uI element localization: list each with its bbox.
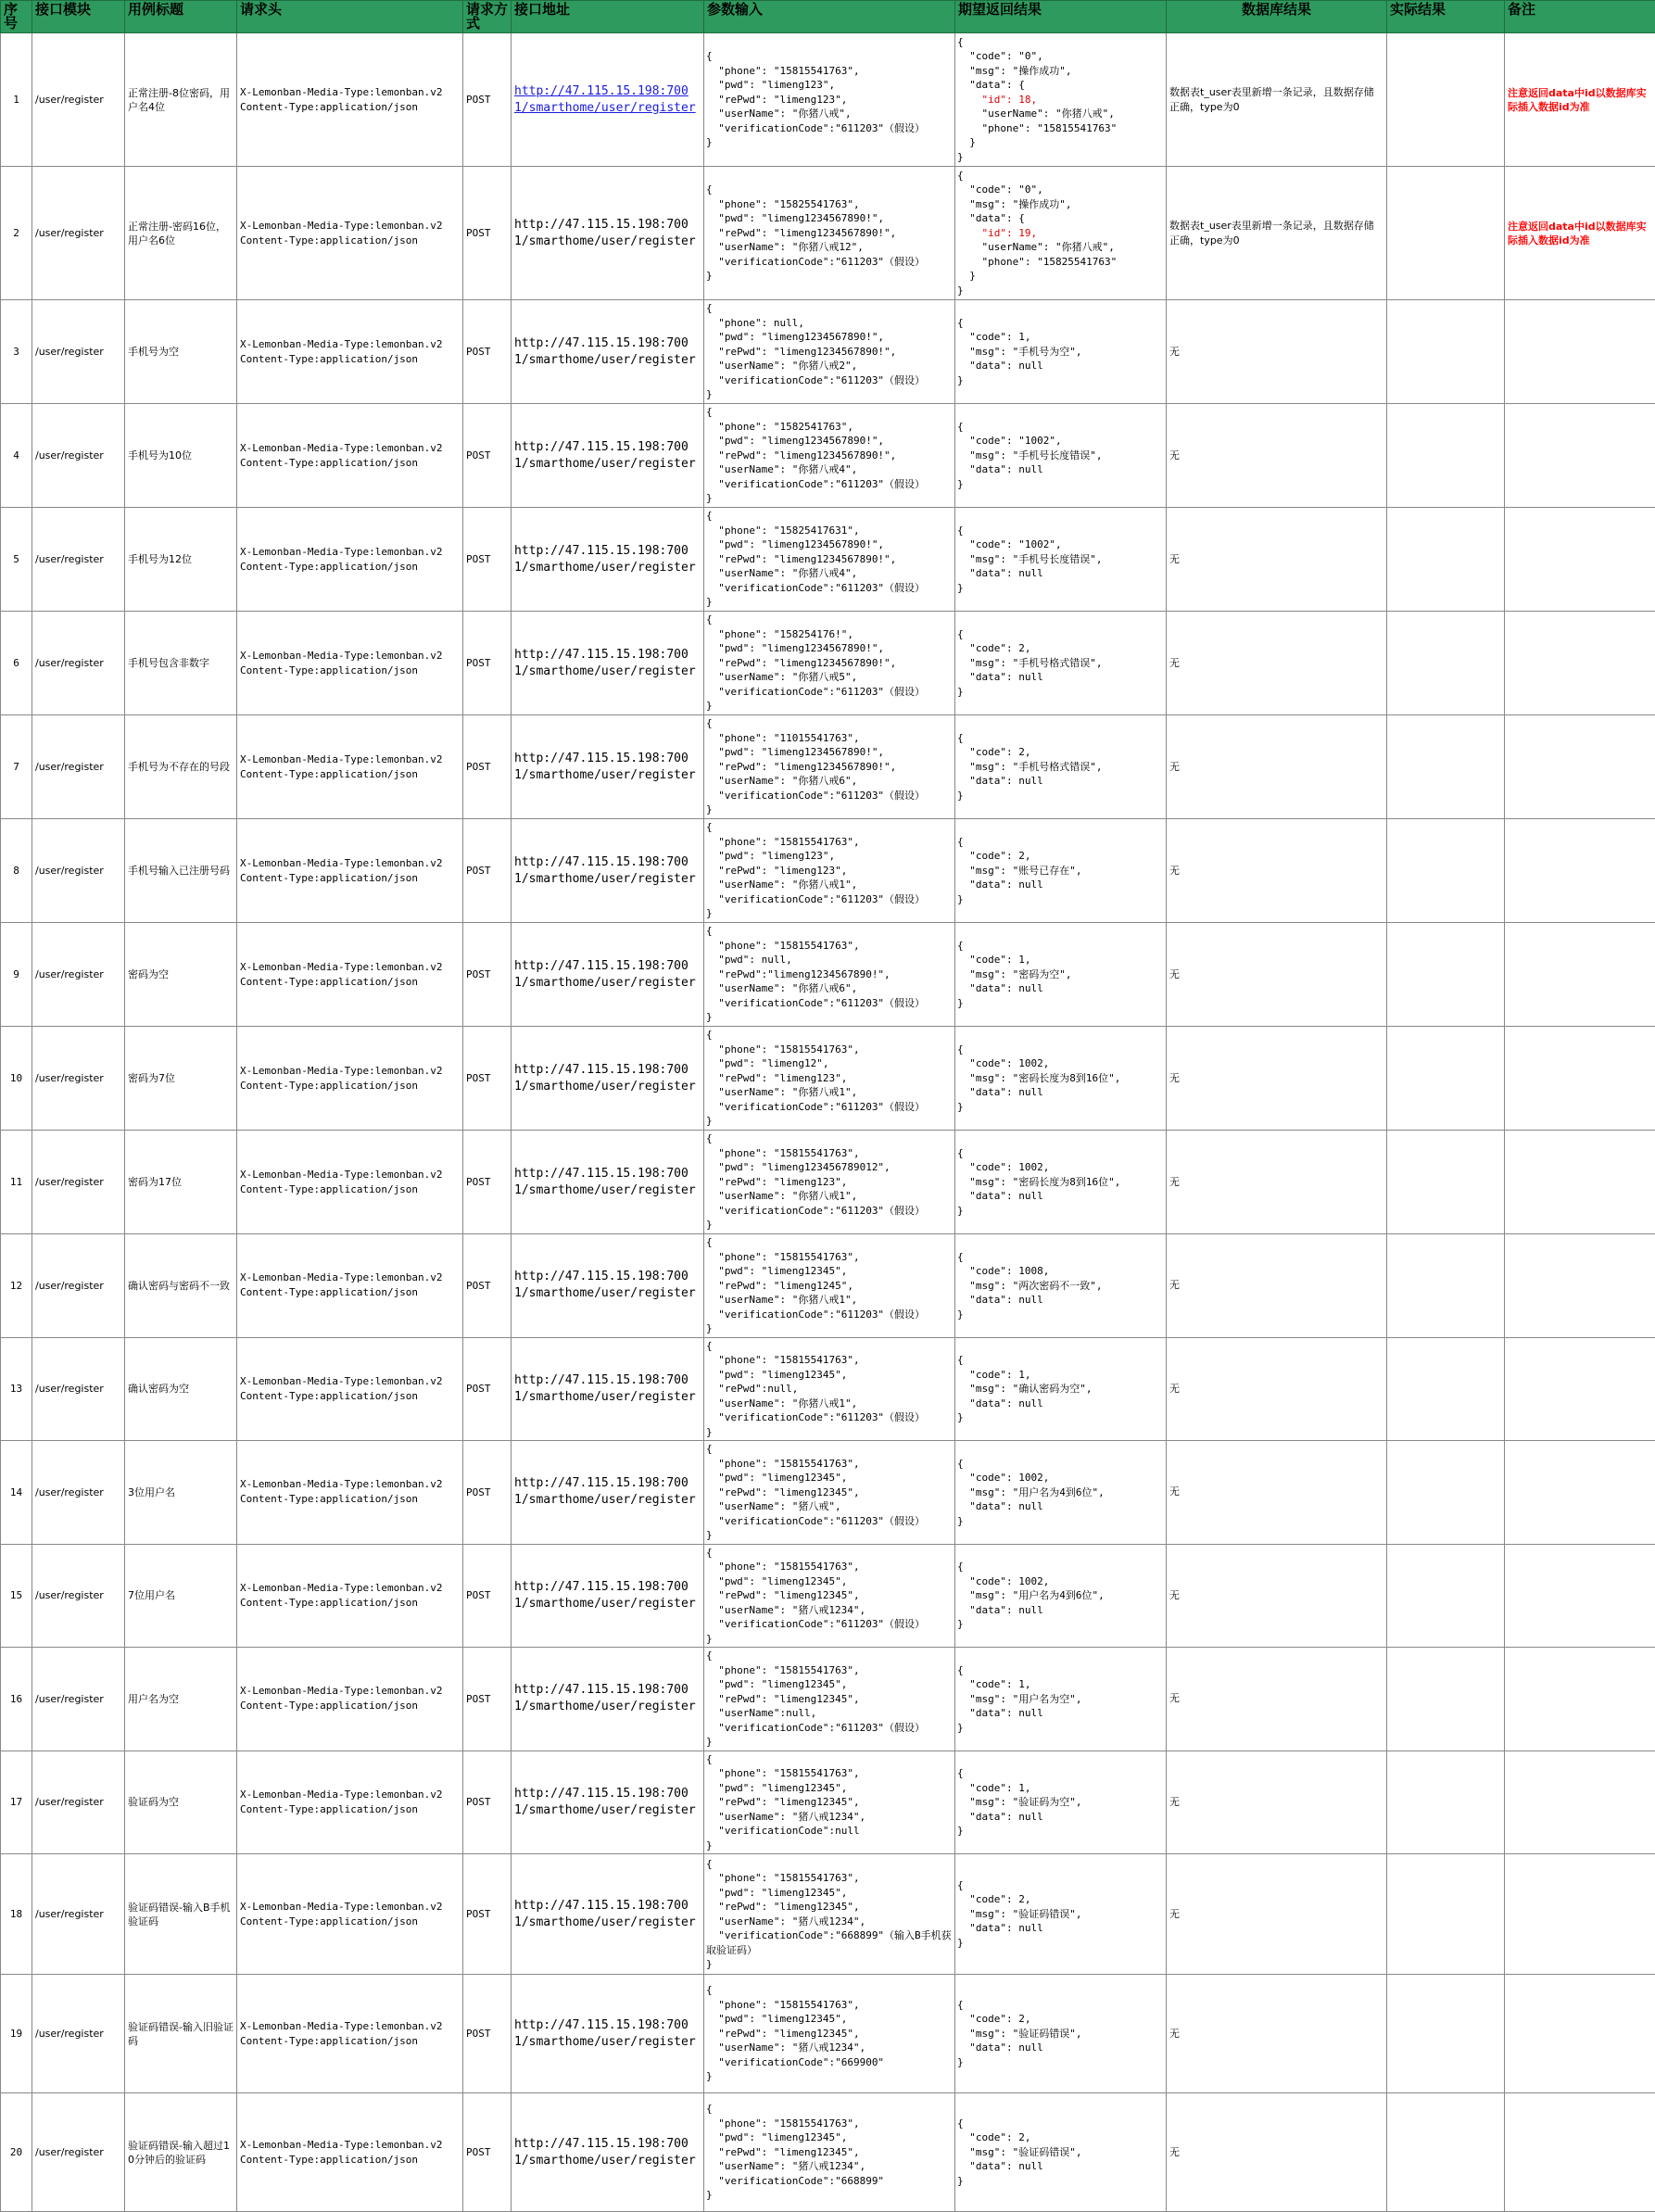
case-title: 确认密码与密码不一致 [125,1234,237,1338]
db-result: 数据表t_user表里新增一条记录，且数据存储正确，type为0 [1167,167,1387,300]
request-url [512,33,704,167]
case-number: 16 [1,1648,32,1751]
expected-result-tail: "userName": "你猪八戒", "phone": "15825541763" } } [957,241,1117,297]
request-url: http://47.115.15.198:7001/smarthome/user/register [512,1751,704,1854]
case-module: /user/register [32,1234,125,1338]
db-result: 无 [1167,2093,1387,2212]
db-result: 无 [1167,923,1387,1027]
expected-result-id: "id": 19, [957,227,1037,239]
header-module: 接口模块 [32,1,125,33]
request-method: POST [463,1027,512,1131]
actual-result[interactable] [1387,404,1505,508]
request-url: http://47.115.15.198:7001/smarthome/user/register [512,1854,704,1975]
db-result: 无 [1167,715,1387,819]
actual-result[interactable] [1387,1544,1505,1648]
header-input: 参数输入 [704,1,955,33]
note [1505,612,1655,715]
actual-result[interactable] [1387,300,1505,404]
note [1505,300,1655,404]
expected-result-head: { "code": "0", "msg": "操作成功", "data": { [957,36,1071,92]
db-result: 无 [1167,1441,1387,1545]
note [1505,1441,1655,1545]
actual-result[interactable] [1387,1027,1505,1131]
case-title: 确认密码为空 [125,1337,237,1441]
table-row [1,1234,1655,1338]
case-title: 手机号输入已注册号码 [125,819,237,923]
request-url-link[interactable]: http://47.115.15.198:7001/smarthome/user/register [514,84,696,115]
case-title: 密码为17位 [125,1131,237,1234]
param-input: { "phone": "15815541763", "pwd": "limeng123", "rePwd": "limeng123", "userName": "你猪八戒1", "verificationCode":"611203"（假设） } [704,819,955,923]
table-row [1,1131,1655,1234]
expected-result-id: "id": 18, [957,94,1037,106]
db-result: 无 [1167,1975,1387,2093]
case-title: 正常注册-8位密码，用户名4位 [125,33,237,167]
param-input: { "phone": "15815541763", "pwd": "limeng123456789012", "rePwd": "limeng123", "userName": "你猪八戒1", "verificationCode":"611203"（假设） } [704,1131,955,1234]
case-title: 验证码为空 [125,1751,237,1854]
param-input: { "phone": "15815541763", "pwd": "limeng12345", "rePwd": "limeng12345", "userName": "猪八戒1234", "verificationCode":"668899"（输入B手机获取验证码） } [704,1854,955,1975]
case-number: 19 [1,1975,32,2093]
actual-result[interactable] [1387,612,1505,715]
param-input: { "phone": null, "pwd": "limeng1234567890!", "rePwd": "limeng1234567890!", "userName": "你猪八戒2", "verificationCode":"611203"（假设） } [704,300,955,404]
expected-result: { "code": 1, "msg": "用户名为空", "data": null } [955,1648,1167,1751]
actual-result[interactable] [1387,167,1505,300]
param-input: { "phone": "158254176!", "pwd": "limeng1234567890!", "rePwd": "limeng1234567890!", "userName": "你猪八戒5", "verificationCode":"611203"（假设） } [704,612,955,715]
request-header: X-Lemonban-Media-Type:lemonban.v2 Content-Type:application/json [237,1751,463,1854]
param-input: { "phone": "15815541763", "pwd": null, "rePwd":"limeng1234567890!", "userName": "你猪八戒6", "verificationCode":"611203"（假设） } [704,923,955,1027]
note [1505,1854,1655,1975]
case-title: 手机号为空 [125,300,237,404]
case-number: 11 [1,1131,32,1234]
request-url: http://47.115.15.198:7001/smarthome/user/register [512,167,704,300]
actual-result[interactable] [1387,2093,1505,2212]
expected-result: { "code": "1002", "msg": "手机号长度错误", "data": null } [955,404,1167,508]
request-url: http://47.115.15.198:7001/smarthome/user/register [512,612,704,715]
param-input: { "phone": "15815541763", "pwd": "limeng12345", "rePwd": "limeng12345", "userName": "猪八戒1234", "verificationCode":"668899" } [704,2093,955,2212]
db-result: 无 [1167,1027,1387,1131]
request-header: X-Lemonban-Media-Type:lemonban.v2 Content-Type:application/json [237,1027,463,1131]
param-input: { "phone": "15825541763", "pwd": "limeng1234567890!", "rePwd": "limeng1234567890!", "userName": "你猪八戒12", "verificationCode":"611203"（假设） } [704,167,955,300]
request-url: http://47.115.15.198:7001/smarthome/user/register [512,1441,704,1545]
db-result: 数据表t_user表里新增一条记录，且数据存储正确，type为0 [1167,33,1387,167]
case-number: 1 [1,33,32,167]
table-row [1,2093,1655,2212]
note [1505,1975,1655,2093]
request-header: X-Lemonban-Media-Type:lemonban.v2 Content-Type:application/json [237,819,463,923]
db-result: 无 [1167,819,1387,923]
case-number: 9 [1,923,32,1027]
header-row [1,1,1655,33]
table-row [1,404,1655,508]
request-url: http://47.115.15.198:7001/smarthome/user/register [512,300,704,404]
case-title: 手机号包含非数字 [125,612,237,715]
actual-result[interactable] [1387,715,1505,819]
case-number: 3 [1,300,32,404]
expected-result [955,33,1167,167]
param-input: { "phone": "158254176​31", "pwd": "limeng1234567890!", "rePwd": "limeng1234567890!", "userName": "你猪八戒4", "verificationCode":"611203"（假设） } [704,508,955,612]
db-result: 无 [1167,612,1387,715]
param-input: { "phone": "15815541763", "pwd": "limeng12345", "rePwd": "limeng12345", "userName": "猪八戒1234", "verificationCode":"611203"（假设） } [704,1544,955,1648]
case-number: 4 [1,404,32,508]
expected-result-head: { "code": "0", "msg": "操作成功", "data": { [957,170,1071,225]
table-row [1,1337,1655,1441]
note [1505,1648,1655,1751]
table-row [1,1854,1655,1975]
actual-result[interactable] [1387,33,1505,167]
case-number: 20 [1,2093,32,2212]
table-row [1,167,1655,300]
header-method: 请求方式 [463,1,512,33]
request-url: http://47.115.15.198:7001/smarthome/user/register [512,923,704,1027]
table-row [1,1544,1655,1648]
db-result: 无 [1167,1337,1387,1441]
request-method: POST [463,1337,512,1441]
table-row [1,1648,1655,1751]
request-method: POST [463,2093,512,2212]
case-title: 验证码错误-输入超过10分钟后的验证码 [125,2093,237,2212]
expected-result: { "code": 1, "msg": "手机号为空", "data": null } [955,300,1167,404]
request-method: POST [463,1234,512,1338]
request-header: X-Lemonban-Media-Type:lemonban.v2 Content-Type:application/json [237,1854,463,1975]
request-url: http://47.115.15.198:7001/smarthome/user/register [512,404,704,508]
case-number: 7 [1,715,32,819]
request-url: http://47.115.15.198:7001/smarthome/user/register [512,508,704,612]
actual-result[interactable] [1387,1854,1505,1975]
case-module: /user/register [32,1441,125,1545]
request-header: X-Lemonban-Media-Type:lemonban.v2 Content-Type:application/json [237,923,463,1027]
header-url: 接口地址 [512,1,704,33]
request-url: http://47.115.15.198:7001/smarthome/user/register [512,2093,704,2212]
request-header: X-Lemonban-Media-Type:lemonban.v2 Content-Type:application/json [237,1544,463,1648]
header-actual-result: 实际结果 [1387,1,1505,33]
request-method: POST [463,612,512,715]
request-method: POST [463,1131,512,1234]
actual-result[interactable] [1387,1751,1505,1854]
case-title: 正常注册-密码16位，用户名6位 [125,167,237,300]
table-row [1,300,1655,404]
request-url: http://47.115.15.198:7001/smarthome/user/register [512,1337,704,1441]
request-header: X-Lemonban-Media-Type:lemonban.v2 Content-Type:application/json [237,167,463,300]
expected-result: { "code": 1002, "msg": "密码长度为8到16位", "data": null } [955,1131,1167,1234]
actual-result[interactable] [1387,1131,1505,1234]
case-number: 8 [1,819,32,923]
param-input: { "phone": "15815541763", "pwd": "limeng12345", "rePwd": "limeng12345", "userName": "猪八戒", "verificationCode":"611203"（假设） } [704,1441,955,1545]
case-number: 18 [1,1854,32,1975]
db-result: 无 [1167,1544,1387,1648]
actual-result[interactable] [1387,819,1505,923]
request-url: http://47.115.15.198:7001/smarthome/user/register [512,1975,704,2093]
db-result: 无 [1167,508,1387,612]
actual-result[interactable] [1387,1234,1505,1338]
request-method: POST [463,1648,512,1751]
request-method: POST [463,1544,512,1648]
case-module: /user/register [32,1751,125,1854]
request-header: X-Lemonban-Media-Type:lemonban.v2 Content-Type:application/json [237,612,463,715]
header-request-header: 请求头 [237,1,463,33]
case-module: /user/register [32,1131,125,1234]
note [1505,404,1655,508]
actual-result[interactable] [1387,1441,1505,1545]
note [1505,1131,1655,1234]
note: 注意返回data中id以数据库实际插入数据id为准 [1505,167,1655,300]
expected-result-tail: "userName": "你猪八戒", "phone": "15815541763" } } [957,107,1117,163]
db-result: 无 [1167,300,1387,404]
request-method: POST [463,508,512,612]
case-number: 12 [1,1234,32,1338]
note [1505,1234,1655,1338]
param-input: { "phone": "15815541763", "pwd": "limeng12345", "rePwd": "limeng1245", "userName": "你猪八戒1", "verificationCode":"611203"（假设） } [704,1234,955,1338]
case-number: 10 [1,1027,32,1131]
actual-result[interactable] [1387,1648,1505,1751]
note [1505,715,1655,819]
expected-result: { "code": 1002, "msg": "用户名为4到6位", "data": null } [955,1441,1167,1545]
case-title: 密码为7位 [125,1027,237,1131]
param-input: { "phone": "11015541763", "pwd": "limeng1234567890!", "rePwd": "limeng1234567890!", "userName": "你猪八戒6", "verificationCode":"611203"（假设） } [704,715,955,819]
note [1505,819,1655,923]
case-title: 用户名为空 [125,1648,237,1751]
case-number: 2 [1,167,32,300]
actual-result[interactable] [1387,923,1505,1027]
case-module: /user/register [32,1027,125,1131]
case-title: 验证码错误-输入旧验证码 [125,1975,237,2093]
actual-result[interactable] [1387,508,1505,612]
case-number: 14 [1,1441,32,1545]
request-header: X-Lemonban-Media-Type:lemonban.v2 Content-Type:application/json [237,1337,463,1441]
expected-result: { "code": 2, "msg": "手机号格式错误", "data": null } [955,715,1167,819]
note [1505,1544,1655,1648]
request-method: POST [463,923,512,1027]
note [1505,1751,1655,1854]
header-expected: 期望返回结果 [955,1,1167,33]
case-number: 5 [1,508,32,612]
case-module: /user/register [32,300,125,404]
table-row [1,33,1655,167]
param-input: { "phone": "15815541763", "pwd": "limeng123", "rePwd": "limeng123", "userName": "你猪八戒", "verificationCode":"611203"（假设） } [704,33,955,167]
header-note: 备注 [1505,1,1655,33]
case-module: /user/register [32,1854,125,1975]
case-title: 手机号为10位 [125,404,237,508]
table-row [1,1027,1655,1131]
request-url: http://47.115.15.198:7001/smarthome/user/register [512,1234,704,1338]
case-title: 手机号为12位 [125,508,237,612]
db-result: 无 [1167,1751,1387,1854]
header-db-result: 数据库结果 [1167,1,1387,33]
param-input: { "phone": "1582541763", "pwd": "limeng1234567890!", "rePwd": "limeng1234567890!", "userName": "你猪八戒4", "verificationCode":"611203"（假设） } [704,404,955,508]
case-module: /user/register [32,1337,125,1441]
case-title: 7位用户名 [125,1544,237,1648]
request-url: http://47.115.15.198:7001/smarthome/user/register [512,1648,704,1751]
db-result: 无 [1167,1648,1387,1751]
param-input: { "phone": "15815541763", "pwd": "limeng12345", "rePwd": "limeng12345", "userName": "猪八戒1234", "verificationCode":"669900" } [704,1975,955,2093]
case-module: /user/register [32,715,125,819]
param-input: { "phone": "15815541763", "pwd": "limeng12", "rePwd": "limeng123", "userName": "你猪八戒1", "verificationCode":"611203"（假设） } [704,1027,955,1131]
request-header: X-Lemonban-Media-Type:lemonban.v2 Content-Type:application/json [237,300,463,404]
request-url: http://47.115.15.198:7001/smarthome/user/register [512,1544,704,1648]
request-method: POST [463,1751,512,1854]
actual-result[interactable] [1387,1337,1505,1441]
note [1505,1027,1655,1131]
request-method: POST [463,1854,512,1975]
table-row [1,612,1655,715]
case-module: /user/register [32,167,125,300]
request-url: http://47.115.15.198:7001/smarthome/user/register [512,819,704,923]
case-module: /user/register [32,508,125,612]
request-method: POST [463,715,512,819]
header-title: 用例标题 [125,1,237,33]
note [1505,923,1655,1027]
param-input: { "phone": "15815541763", "pwd": "limeng12345", "rePwd":null, "userName": "你猪八戒1", "verificationCode":"611203"（假设） } [704,1337,955,1441]
expected-result: { "code": "1002", "msg": "手机号长度错误", "data": null } [955,508,1167,612]
request-method: POST [463,1441,512,1545]
case-module: /user/register [32,404,125,508]
expected-result: { "code": 2, "msg": "验证码错误", "data": null } [955,1854,1167,1975]
request-header: X-Lemonban-Media-Type:lemonban.v2 Content-Type:application/json [237,33,463,167]
expected-result: { "code": 2, "msg": "账号已存在", "data": null } [955,819,1167,923]
expected-result: { "code": 1002, "msg": "密码长度为8到16位", "data": null } [955,1027,1167,1131]
case-title: 密码为空 [125,923,237,1027]
case-module: /user/register [32,2093,125,2212]
expected-result [955,167,1167,300]
case-module: /user/register [32,33,125,167]
case-module: /user/register [32,612,125,715]
case-module: /user/register [32,1544,125,1648]
table-row [1,923,1655,1027]
expected-result: { "code": 2, "msg": "验证码错误", "data": null } [955,2093,1167,2212]
param-input: { "phone": "15815541763", "pwd": "limeng12345", "rePwd": "limeng12345", "userName": "猪八戒1234", "verificationCode":null } [704,1751,955,1854]
case-title: 验证码错误-输入B手机验证码 [125,1854,237,1975]
request-header: X-Lemonban-Media-Type:lemonban.v2 Content-Type:application/json [237,1975,463,2093]
db-result: 无 [1167,404,1387,508]
request-header: X-Lemonban-Media-Type:lemonban.v2 Content-Type:application/json [237,1648,463,1751]
request-method: POST [463,1975,512,2093]
db-result: 无 [1167,1234,1387,1338]
request-method: POST [463,300,512,404]
actual-result[interactable] [1387,1975,1505,2093]
case-number: 6 [1,612,32,715]
case-title: 3位用户名 [125,1441,237,1545]
case-number: 17 [1,1751,32,1854]
case-number: 15 [1,1544,32,1648]
request-header: X-Lemonban-Media-Type:lemonban.v2 Content-Type:application/json [237,2093,463,2212]
expected-result: { "code": 1, "msg": "密码为空", "data": null } [955,923,1167,1027]
request-url: http://47.115.15.198:7001/smarthome/user/register [512,1027,704,1131]
header-no: 序号 [1,1,32,33]
expected-result: { "code": 2, "msg": "手机号格式错误", "data": null } [955,612,1167,715]
request-header: X-Lemonban-Media-Type:lemonban.v2 Content-Type:application/json [237,715,463,819]
table-row [1,508,1655,612]
table-row [1,715,1655,819]
request-header: X-Lemonban-Media-Type:lemonban.v2 Content-Type:application/json [237,508,463,612]
case-title: 手机号为不存在的号段 [125,715,237,819]
case-number: 13 [1,1337,32,1441]
db-result: 无 [1167,1131,1387,1234]
request-url: http://47.115.15.198:7001/smarthome/user/register [512,715,704,819]
request-method: POST [463,819,512,923]
table-row [1,1441,1655,1545]
case-module: /user/register [32,1975,125,2093]
expected-result: { "code": 2, "msg": "验证码错误", "data": null } [955,1975,1167,2093]
note [1505,508,1655,612]
table-row [1,1975,1655,2093]
request-method: POST [463,167,512,300]
request-method: POST [463,404,512,508]
request-header: X-Lemonban-Media-Type:lemonban.v2 Content-Type:application/json [237,1441,463,1545]
note: 注意返回data中id以数据库实际插入数据id为准 [1505,33,1655,167]
expected-result: { "code": 1, "msg": "验证码为空", "data": null } [955,1751,1167,1854]
request-header: X-Lemonban-Media-Type:lemonban.v2 Content-Type:application/json [237,1131,463,1234]
request-header: X-Lemonban-Media-Type:lemonban.v2 Content-Type:application/json [237,404,463,508]
case-module: /user/register [32,819,125,923]
expected-result: { "code": 1002, "msg": "用户名为4到6位", "data": null } [955,1544,1167,1648]
request-method: POST [463,33,512,167]
table-row [1,1751,1655,1854]
param-input: { "phone": "15815541763", "pwd": "limeng12345", "rePwd": "limeng12345", "userName":null, "verificationCode":"611203"（假设） } [704,1648,955,1751]
note [1505,1337,1655,1441]
case-module: /user/register [32,923,125,1027]
db-result: 无 [1167,1854,1387,1975]
case-module: /user/register [32,1648,125,1751]
note [1505,2093,1655,2212]
request-url: http://47.115.15.198:7001/smarthome/user/register [512,1131,704,1234]
expected-result: { "code": 1, "msg": "确认密码为空", "data": null } [955,1337,1167,1441]
request-header: X-Lemonban-Media-Type:lemonban.v2 Content-Type:application/json [237,1234,463,1338]
expected-result: { "code": 1008, "msg": "两次密码不一致", "data": null } [955,1234,1167,1338]
table-row [1,819,1655,923]
